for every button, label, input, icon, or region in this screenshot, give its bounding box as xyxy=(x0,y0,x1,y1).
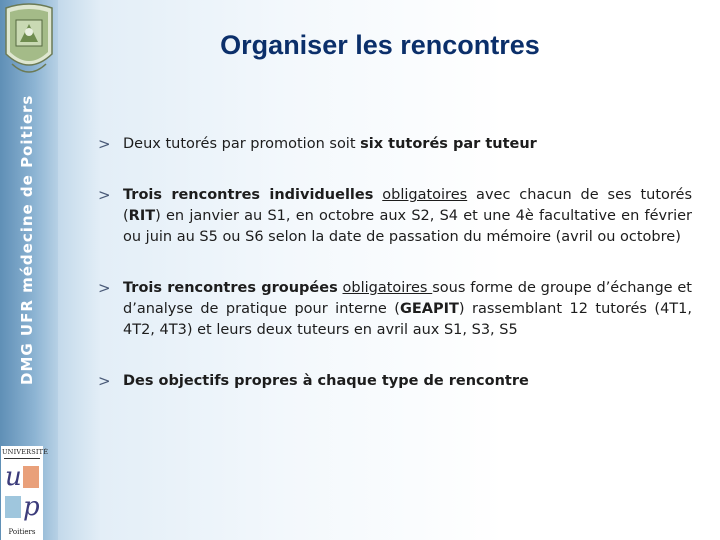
bullet-list xyxy=(98,134,692,392)
bullet-text: Deux tutorés par promotion soit xyxy=(123,136,361,152)
list-item xyxy=(98,134,692,155)
bullet-text: ) rassemblant 12 tutorés (4T1, 4T2, 4T3) et leurs deux tuteurs en avril aux S1, S3, S5 xyxy=(123,301,692,338)
bullet-bold-text: RIT xyxy=(128,208,156,224)
page-title: Organiser les rencontres xyxy=(220,30,540,60)
university-logo-city: Poitiers xyxy=(8,528,36,536)
bullet-bold-text: six tutorés par tuteur xyxy=(360,136,537,152)
bullet-text: avec chacun de ses tutorés ( xyxy=(123,187,692,224)
bullet-text: ) en janvier au S1, en octobre aux S2, S4 et une 4è facultative en février ou juin au S5 ou S6 selon la date de passation du mémoire (avril ou octobre) xyxy=(123,208,692,245)
list-item xyxy=(98,185,692,248)
bullet-marker-icon: > xyxy=(98,279,111,297)
bullet-bold-text: Trois rencontres groupées xyxy=(123,280,338,296)
list-item xyxy=(98,371,692,392)
bullet-underlined-text: obligatoires xyxy=(382,187,468,203)
bullet-marker-icon: > xyxy=(98,186,111,204)
sidebar xyxy=(0,0,58,540)
bullet-bold-text: Des objectifs propres à chaque type de rencontre xyxy=(123,373,529,389)
list-item xyxy=(98,278,692,341)
bullet-underlined-text: obligatoires xyxy=(342,280,433,296)
logo-divider xyxy=(4,458,40,459)
university-logo-name: UNIVERSITÉ xyxy=(2,448,49,456)
logo-letter-u: u xyxy=(5,462,22,492)
bullet-text xyxy=(373,187,382,203)
bullet-marker-icon: > xyxy=(98,372,111,390)
bullet-bold-text: GEAPIT xyxy=(399,301,459,317)
logo-color-block xyxy=(23,466,39,488)
bullet-bold-text: Trois rencontres individuelles xyxy=(123,187,374,203)
faculty-vertical-label: DMG UFR médecine de Poitiers xyxy=(18,94,36,385)
logo-letter-p: p xyxy=(23,492,40,522)
logo-color-block xyxy=(5,496,21,518)
faculty-crest-icon xyxy=(2,2,56,82)
bullet-text: sous forme de groupe d’échange et d’analyse de pratique pour interne ( xyxy=(123,280,692,317)
university-logo xyxy=(1,446,49,540)
bullet-marker-icon: > xyxy=(98,135,111,153)
